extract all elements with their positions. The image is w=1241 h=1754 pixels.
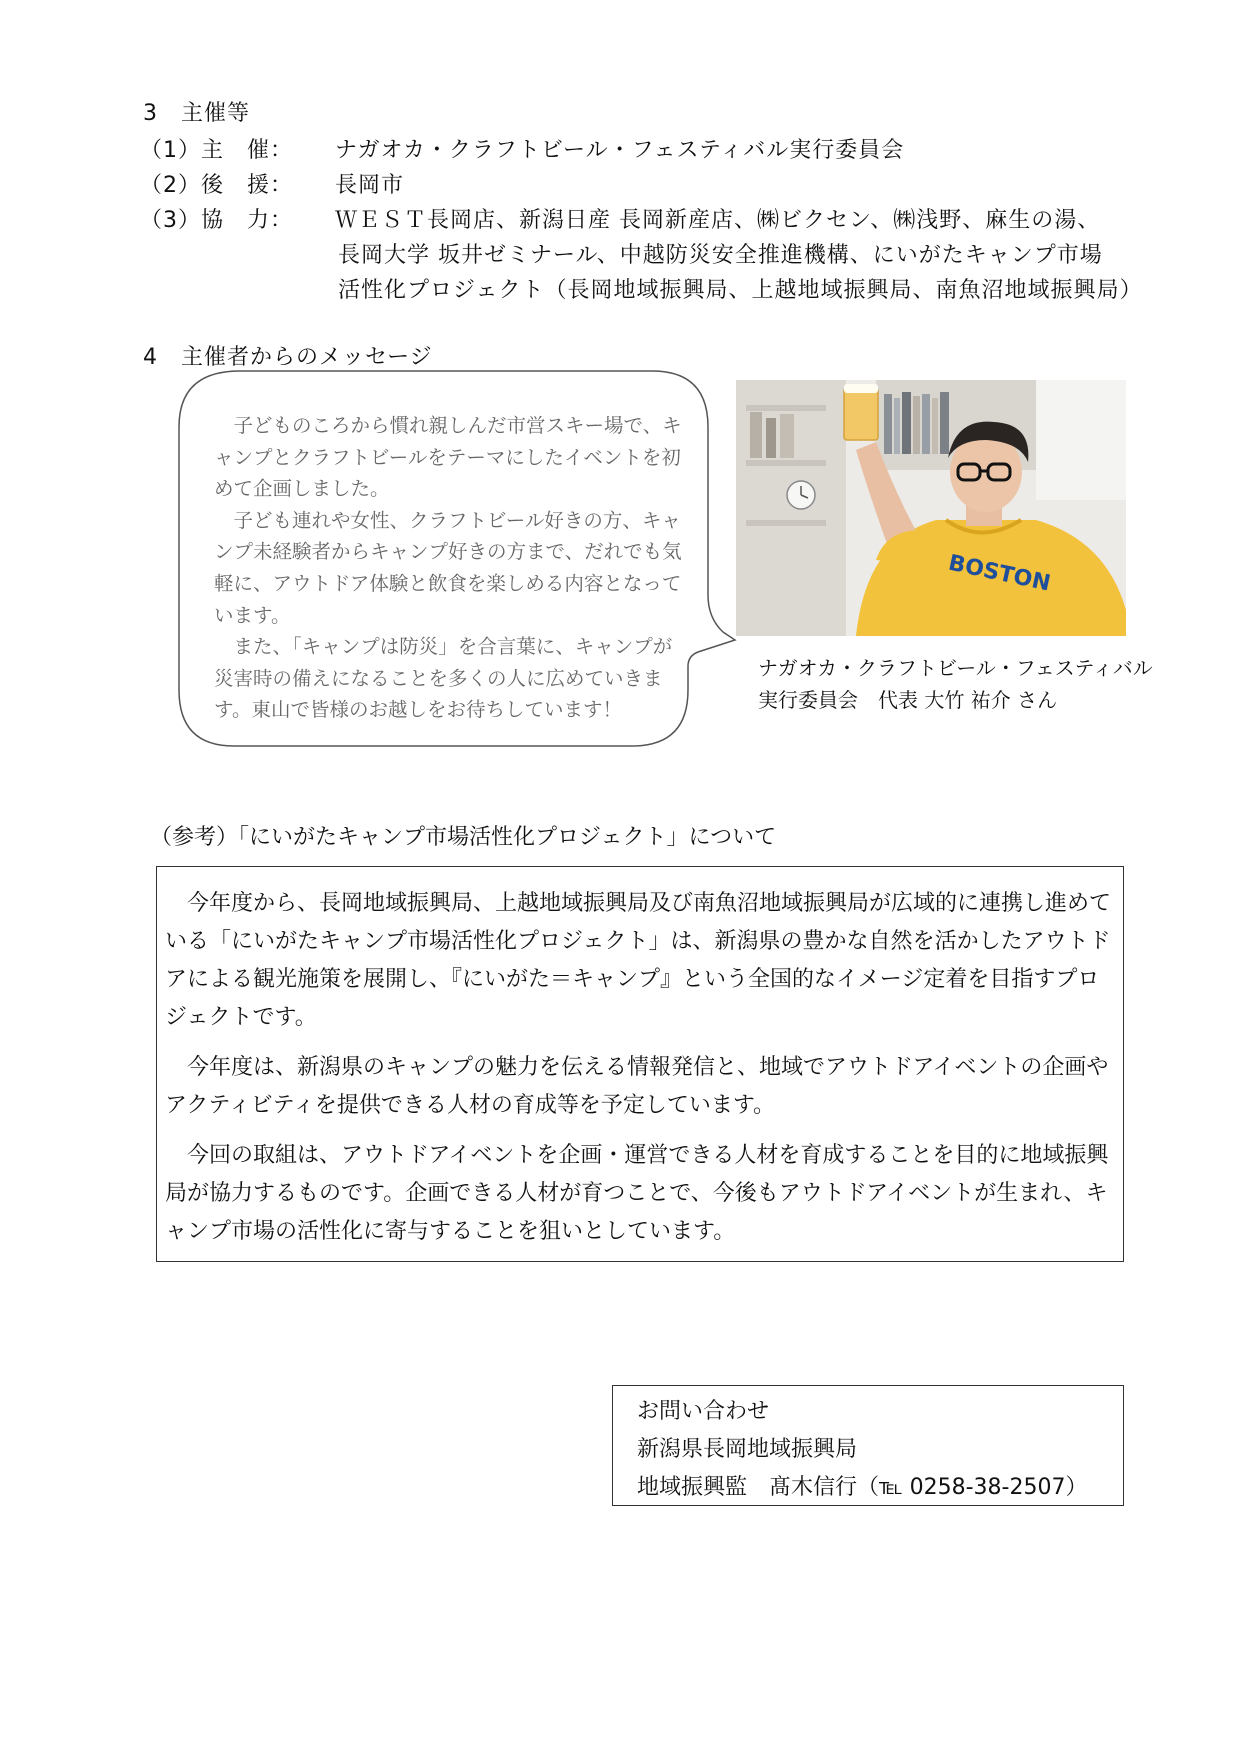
section4-title: 4 主催者からのメッセージ <box>143 345 433 370</box>
cooperation-value: ＷＥＳＴ長岡店、新潟日産 長岡新産店、㈱ビクセン、㈱浅野、麻生の湯、 <box>335 208 1101 233</box>
contact-box <box>612 1385 1124 1506</box>
reference-box <box>156 866 1124 1262</box>
section3-title: 3 主催等 <box>143 101 250 126</box>
caption-line-2: 実行委員会 代表 大竹 祐介 さん <box>758 688 1058 712</box>
cooperation-line-3: 活性化プロジェクト（長岡地域振興局、上越地域振興局、南魚沼地域振興局） <box>338 278 1143 303</box>
photo-caption <box>758 652 1153 716</box>
message-paragraph: 子ども連れや女性、クラフトビール好きの方、キャンプ未経験者からキャンプ好きの方まで、だれでも気軽に、アウトドア体験と飲食を楽しめる内容となっています。 <box>214 508 682 627</box>
sponsor-label: （1）主 催： <box>140 138 293 163</box>
shirt-logo-text: BOSTON <box>946 550 1053 597</box>
organizer-photo <box>736 380 1126 636</box>
reference-paragraph: 今年度から、長岡地域振興局、上越地域振興局及び南魚沼地域振興局が広域的に連携し進めている「にいがたキャンプ市場活性化プロジェクト」は、新潟県の豊かな自然を活かしたアウトドアによる観光施策を展開し、『にいがた＝キャンプ』という全国的なイメージ定着を目指すプロジェクトです。 <box>165 891 1112 1030</box>
contact-person: 地域振興監 髙木信行（℡ 0258-38-2507） <box>637 1475 1088 1500</box>
reference-title: （参考）「にいがたキャンプ市場活性化プロジェクト」について <box>150 825 777 850</box>
message-paragraph: 子どものころから慣れ親しんだ市営スキー場で、キャンプとクラフトビールをテーマにしたイベントを初めて企画しました。 <box>214 414 682 501</box>
reference-paragraph: 今年度は、新潟県のキャンプの魅力を伝える情報発信と、地域でアウトドアイベントの企画やアクティビティを提供できる人材の育成等を予定しています。 <box>165 1055 1109 1118</box>
support-value: 長岡市 <box>335 173 405 198</box>
contact-heading: お問い合わせ <box>637 1399 770 1424</box>
message-paragraph: また、「キャンプは防災」を合言葉に、キャンプが災害時の備えになることを多くの人に広めていきます。東山で皆様のお越しをお待ちしています！ <box>214 635 673 722</box>
contact-office: 新潟県長岡地域振興局 <box>637 1437 858 1462</box>
caption-line-1: ナガオカ・クラフトビール・フェスティバル <box>758 656 1153 680</box>
cooperation-line-2: 長岡大学 坂井ゼミナール、中越防災安全推進機構、にいがたキャンプ市場 <box>338 243 1103 268</box>
organizer-message <box>214 410 684 726</box>
support-label: （2）後 援： <box>140 173 293 198</box>
reference-paragraph: 今回の取組は、アウトドアイベントを企画・運営できる人材を育成することを目的に地域振興局が協力するものです。企画できる人材が育つことで、今後もアウトドアイベントが生まれ、キャンプ市場の活性化に寄与することを狙いとしています。 <box>165 1143 1109 1244</box>
sponsor-value: ナガオカ・クラフトビール・フェスティバル実行委員会 <box>335 138 905 163</box>
cooperation-label: （3）協 力： <box>140 208 293 233</box>
